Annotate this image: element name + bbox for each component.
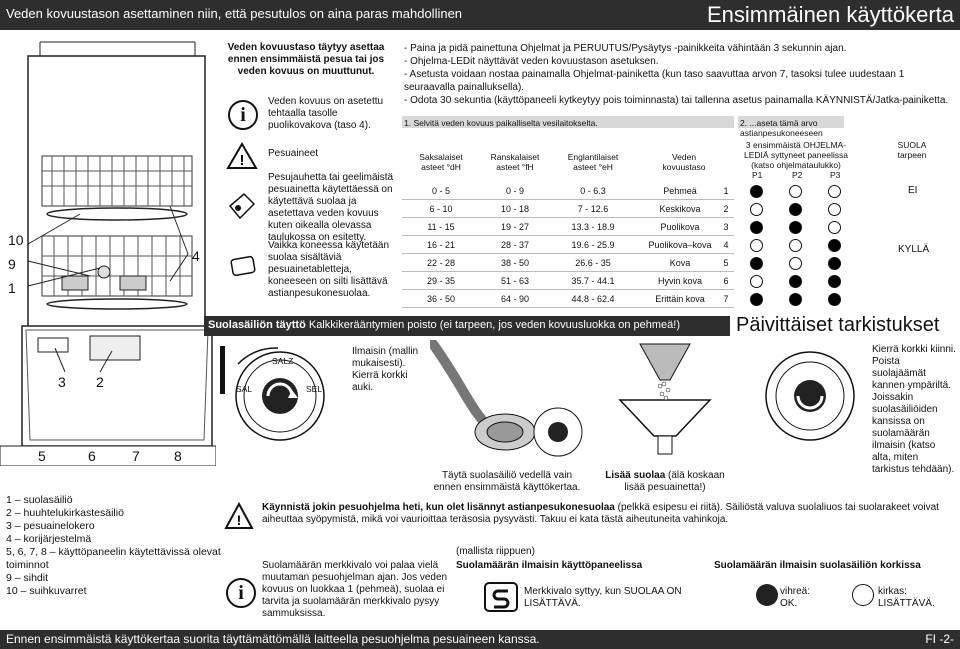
cell-level: 3 (723, 222, 729, 232)
cell-fh: 19 - 27 (500, 222, 530, 232)
row-divider (402, 289, 734, 290)
salt-section-rest: Kalkkikerääntymien poisto (ei tarpeen, jos veden kovuusluokka on pehmeä!) (305, 319, 681, 331)
instruction-line: - Odota 30 sekuntia (käyttöpaneeli kytkeytyy pois toiminnasta) tai tallenna asetus painamalla KÄYNNISTÄ/Jatka-painiketta. (404, 95, 949, 106)
legend-item: 4 – korijärjestelmä (6, 533, 92, 545)
indicator-info-text: Suolamäärän merkkivalo voi palaa vielä muutaman pesuohjelman ajan. Jos veden kovuus on luokkaa 1 (pehmeä), suolaa ei tarvita ja suolamäärän merkkivalo pysyy sammuksissa. (262, 560, 448, 619)
info-icon: i (228, 100, 258, 130)
warning-text (262, 502, 954, 526)
cell-name: Puolikova–kova (648, 240, 712, 250)
daily-text: Kierrä korkki kiinni. Poista suolajäämät kannen ympäriltä. Joissakin suolasäiliöiden kansissa on suolamäärän ilmaisin (katso alta, miten tarkistus tehdään). (872, 344, 956, 475)
detergent-text-1: Pesujauhetta tai geelimäistä pesuainetta käytettäessä on käytettävä suolaa ja asetettava veden kovuus kuten oikealla olevassa taulukossa on esitetty. (268, 172, 394, 243)
led-indicator (750, 257, 763, 270)
leds-header: 3 ensimmäistä OHJELMA-LEDIÄ syttyneet paneelissa (katso ohjelmataulukko) (744, 140, 848, 170)
led-indicator (789, 203, 802, 216)
callout-8: 8 (174, 448, 182, 464)
salt-text (600, 470, 730, 494)
led-indicator (789, 275, 802, 288)
cell-fh: 38 - 50 (500, 258, 530, 268)
led-indicator (828, 203, 841, 216)
callout-2: 2 (96, 374, 104, 390)
col-header-level: Veden kovuustaso (662, 152, 706, 172)
col-header-dh: Saksalaiset asteet °dH (419, 152, 463, 172)
cell-fh: 51 - 63 (500, 276, 530, 286)
cap-label-side: SEL (306, 384, 323, 394)
parts-legend (6, 494, 231, 598)
led-indicator (828, 239, 841, 252)
cell-fh: 64 - 90 (500, 294, 530, 304)
water-fill-illustration (430, 340, 590, 465)
led-indicator (750, 221, 763, 234)
daily-checks-title: Päivittäiset tarkistukset (736, 314, 940, 336)
legend-item: 2 – huuhtelukirkastesäiliö (6, 507, 124, 519)
clear-indicator-label (878, 586, 956, 610)
instruction-line: - Paina ja pidä painettuna Ohjelmat ja PERUUTUS/Pysäytys -painikkeita vähintään 3 sekunnin ajan. (404, 43, 847, 54)
instruction-line: - Asetusta voidaan nostaa painamalla Ohjelmat-painiketta (kun taso saavuttaa arvon 7, tasoksi tulee uudestaan 1 seuraavalla painalluksella). (404, 69, 905, 93)
cell-dh: 0 - 5 (431, 186, 450, 196)
led-indicator (789, 257, 802, 270)
cell-dh: 6 - 10 (429, 204, 453, 214)
callout-1: 1 (8, 280, 16, 296)
cell-name: Puolikova (660, 222, 700, 232)
led-indicator (750, 239, 763, 252)
led-label-p2: P2 (792, 170, 803, 180)
instruction-line: - Ohjelma-LEDit näyttävät veden kovuustason asetuksen. (404, 56, 659, 67)
cell-dh: 36 - 50 (426, 294, 456, 304)
salt-text-rest: (älä koskaan lisää pesuainetta!) (624, 470, 725, 493)
intro-info: Veden kovuus on asetettu tehtaalla tasolle puolikovakova (taso 4). (268, 96, 384, 131)
cell-dh: 11 - 15 (427, 222, 455, 232)
led-indicator (750, 185, 763, 198)
row-divider (402, 235, 734, 236)
cell-eh: 7 - 12.6 (577, 204, 609, 214)
row-divider (402, 307, 734, 308)
cell-level: 5 (723, 258, 729, 268)
intro-bold: Veden kovuustaso täytyy asettaa ennen ensimmäistä pesua tai jos veden kovuus on muuttunut. (227, 42, 385, 77)
water-text: Täytä suolasäiliö vedellä vain ennen ensimmäistä käyttökertaa. (433, 470, 581, 493)
salt-no: EI (908, 185, 918, 196)
cell-eh: 19.6 - 25.9 (571, 240, 615, 250)
green-value: OK. (780, 598, 798, 609)
detergent-tablet-icon (228, 252, 258, 283)
header-right-title: Ensimmäinen käyttökerta (707, 2, 954, 27)
clear-indicator-icon (852, 584, 874, 606)
cell-dh: 29 - 35 (426, 276, 456, 286)
step2-label: 2. ...aseta tämä arvo astianpesukoneeseen (740, 118, 823, 138)
page-number: FI -2- (925, 632, 954, 646)
warning-rest: (pelkkä esipesu ei riitä). Säiliöstä valuva suolaliuos tai suolarakeet voivat aiheuttaa syöpymistä, mikä voi vaurioittaa teräsosia pysyvästi. Takuu ei kata tästä aiheutuneita vahinkoja. (262, 502, 939, 525)
cell-fh: 10 - 18 (500, 204, 530, 214)
callout-9: 9 (8, 256, 16, 272)
led-indicator (789, 293, 802, 306)
cell-eh: 35.7 - 44.1 (571, 276, 615, 286)
model-note: (mallista riippuen) (456, 546, 535, 557)
cell-level: 2 (723, 204, 729, 214)
led-indicator (828, 221, 841, 234)
green-indicator-label (780, 586, 830, 610)
step1-label: 1. Selvitä veden kovuus paikalliselta vesilaitokselta. (404, 118, 598, 128)
salt-indicator-icon (484, 582, 518, 612)
led-indicator (828, 293, 841, 306)
cell-eh: 44.8 - 62.4 (571, 294, 615, 304)
led-indicator (828, 275, 841, 288)
cell-fh: 0 - 9 (505, 186, 524, 196)
led-indicator (789, 221, 802, 234)
callout-10: 10 (8, 232, 24, 248)
led-indicator (789, 239, 802, 252)
detergent-powder-icon (226, 190, 258, 227)
info-icon: i (226, 578, 256, 608)
cell-dh: 16 - 21 (426, 240, 456, 250)
col-header-fh: Ranskalaiset asteet °fH (490, 152, 540, 172)
legend-item: 3 – pesuainelokero (6, 520, 95, 532)
salt-header: SUOLA tarpeen (897, 140, 927, 160)
callout-4: 4 (192, 248, 200, 264)
clear-value: LISÄTTÄVÄ. (878, 598, 935, 609)
cell-dh: 22 - 28 (426, 258, 456, 268)
cell-eh: 26.6 - 35 (575, 258, 611, 268)
panel-indicator-title: Suolamäärän ilmaisin käyttöpaneelissa (456, 560, 643, 571)
row-divider (402, 271, 734, 272)
cell-fh: 28 - 37 (500, 240, 530, 250)
row-divider (402, 199, 734, 200)
green-indicator-icon (756, 584, 778, 606)
header-left-title: Veden kovuustason asettaminen niin, että pesutulos on aina paras mahdollinen (6, 6, 463, 21)
cell-name: Erittäin kova (655, 294, 705, 304)
green-label: vihreä: (780, 586, 811, 597)
legend-item: 5, 6, 7, 8 – käyttöpaneelin käytettävissä olevat toiminnot (6, 546, 221, 571)
led-label-p3: P3 (830, 170, 841, 180)
cell-eh: 13.3 - 18.9 (571, 222, 615, 232)
detergent-text-2: Vaikka koneessa käytetään suolaa sisältäviä pesuainetabletteja, koneeseen on silti lisättävä astianpesukonesuolaa. (268, 240, 390, 299)
callout-3: 3 (58, 374, 66, 390)
hardness-table (402, 116, 958, 306)
warning-triangle-icon (224, 502, 254, 535)
panel-indicator-text: Merkkivalo syttyy, kun SUOLAA ON LISÄTTÄVÄ. (524, 586, 682, 609)
cell-level: 7 (723, 294, 729, 304)
detergent-title: Pesuaineet (268, 148, 319, 159)
callout-5: 5 (38, 448, 46, 464)
cell-level: 6 (723, 276, 729, 286)
dishwasher-diagram (0, 36, 216, 466)
warning-bold: Käynnistä jokin pesuohjelma heti, kun olet lisännyt astianpesukonesuolaa (262, 502, 615, 513)
salt-section-title (208, 319, 680, 331)
led-indicator (828, 185, 841, 198)
footer-bar (0, 630, 960, 649)
svg-text:!: ! (239, 152, 245, 169)
legend-item: 1 – suolasäiliö (6, 494, 73, 506)
salt-fill-illustration (600, 340, 730, 465)
callout-7: 7 (132, 448, 140, 464)
warning-icon (226, 142, 258, 175)
step1-text: Ilmaisin (mallin mukaisesti). Kierrä korkki auki. (352, 346, 419, 393)
tank-indicator-title: Suolamäärän ilmaisin suolasäiliön korkissa (714, 560, 921, 571)
row-divider (402, 217, 734, 218)
legend-item: 10 – suihkuvarret (6, 585, 87, 597)
cell-eh: 0 - 6.3 (580, 186, 606, 196)
row-divider (402, 253, 734, 254)
led-label-p1: P1 (752, 170, 763, 180)
led-indicator (750, 203, 763, 216)
clear-label: kirkas: (878, 586, 907, 597)
legend-item: 9 – sihdit (6, 572, 49, 584)
footer-left: Ennen ensimmäistä käyttökertaa suorita täyttämättömällä laitteella pesuohjelma pesuaineen kanssa. (6, 632, 540, 646)
cell-name: Keskikova (659, 204, 701, 214)
salt-text-bold: Lisää suolaa (605, 470, 666, 481)
cap-close-illustration (760, 346, 860, 446)
cell-name: Pehmeä (663, 186, 697, 196)
led-indicator (750, 293, 763, 306)
salt-section-bold: Suolasäiliön täyttö (208, 319, 306, 331)
cap-label-top: SALZ (272, 356, 294, 366)
cell-name: Hyvin kova (657, 276, 702, 286)
hardness-instructions (404, 42, 956, 107)
callout-6: 6 (88, 448, 96, 464)
salt-yes: KYLLÄ (898, 244, 930, 255)
cell-level: 4 (723, 240, 729, 250)
cell-level: 1 (723, 186, 729, 196)
led-indicator (789, 185, 802, 198)
cap-label-left: SAL (236, 384, 253, 394)
col-header-eh: Englantilaiset asteet °eH (567, 152, 619, 172)
svg-text:!: ! (236, 512, 242, 528)
cell-name: Kova (669, 258, 691, 268)
led-indicator (828, 257, 841, 270)
header-bar (0, 0, 960, 30)
led-indicator (750, 275, 763, 288)
